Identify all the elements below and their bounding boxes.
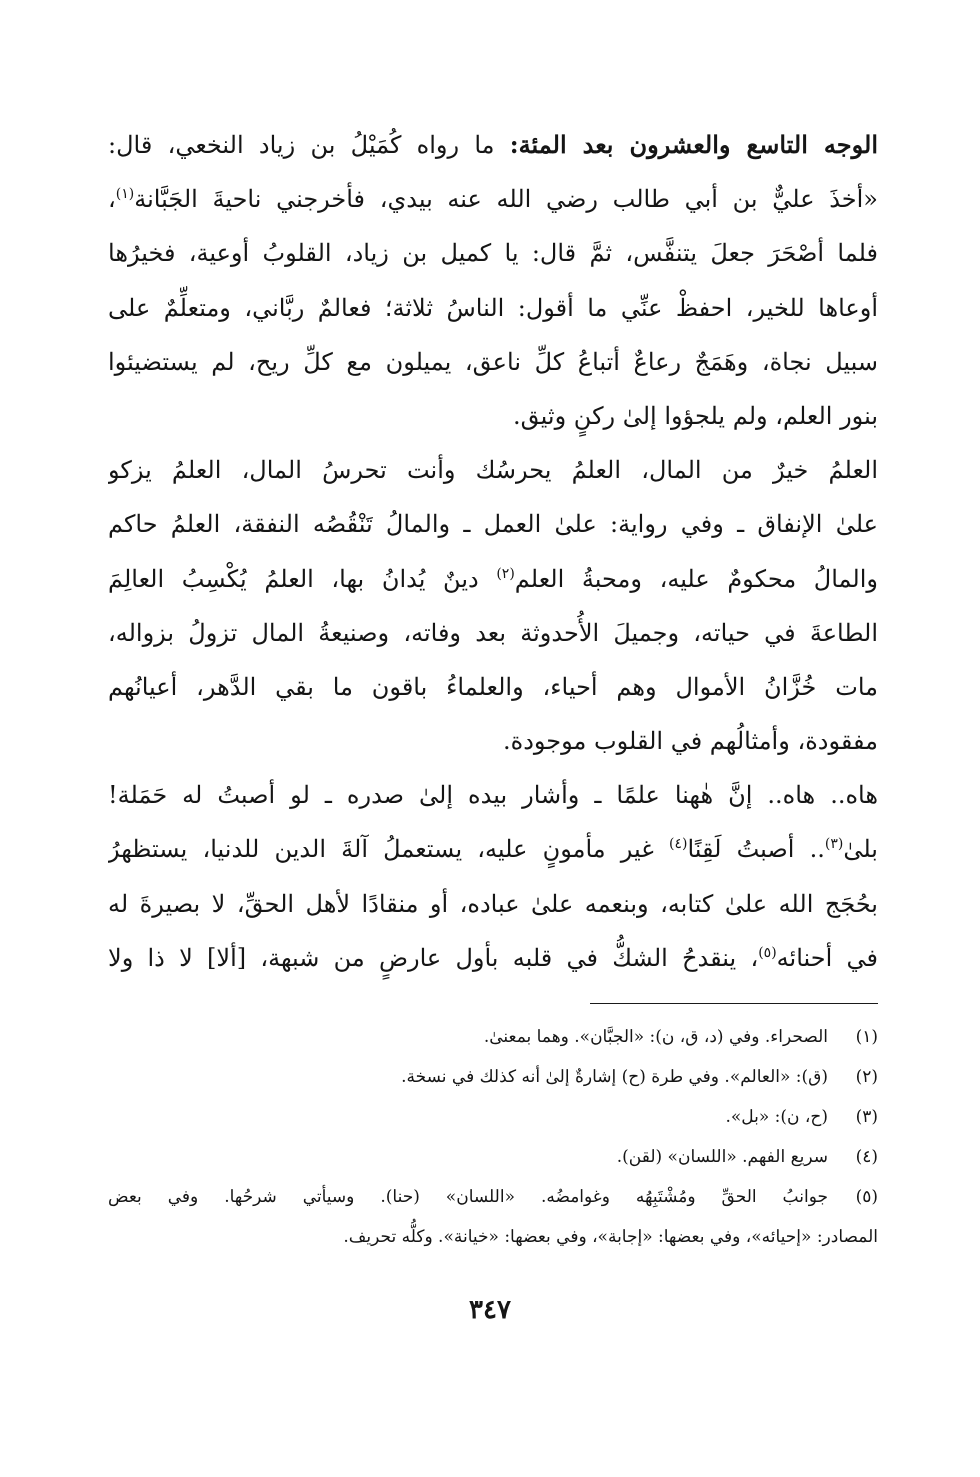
footnote-4 [108, 1137, 878, 1177]
text-line-15: بحُجَج الله علىٰ كتابه، وبنعمه علىٰ عباده، أو منقادًا لأهل الحقِّ، لا بصيرةَ له [108, 889, 878, 918]
footnote-number: (٤) [855, 1147, 878, 1167]
footnote-text: (ح، ن): «بل». [725, 1107, 828, 1127]
text-line-1: الوجه التاسع والعشرون بعد المئة: ما رواه كُمَيْلُ بن زياد النخعي، قال: [108, 130, 878, 159]
page-number: ٣٤٧ [469, 1295, 511, 1325]
footnote-number: (٣) [855, 1107, 878, 1127]
footnote-text: جوانبُ الحقِّ ومُشْتَبِهُه وغوامضُه. «اللسان» (حنا). وسيأتي شرحُها. وفي بعض [108, 1187, 828, 1207]
footnote-ref-5[interactable]: (٥) [758, 944, 777, 961]
footnote-ref-4[interactable]: (٤) [668, 836, 688, 853]
text-line-12: مفقودة، وأمثالُهم في القلوب موجودة. [503, 727, 878, 756]
footnote-3 [108, 1097, 878, 1137]
footnote-1 [108, 1017, 878, 1057]
text-line-14: بلىٰ$^{(٣)}$.. أصبتُ لَقِنًا$^{(٤)}$ غير مأمونٍ عليه، يستعملُ آلةَ الدين للدنيا، يستظهرُ [108, 835, 878, 864]
text-line-8: علىٰ الإنفاق ـ وفي رواية: علىٰ العمل ـ والمالُ تَنْقُصُه النفقة، العلمُ حاكم [108, 510, 878, 539]
footnote-ref-2[interactable]: (٢) [496, 565, 515, 582]
footnote-5-continuation: المصادر: «إحيائه»، وفي بعضها: «إجابة»، وفي بعضها: «خيانة». وكلُّه تحريف. [343, 1227, 878, 1247]
footnote-number: (١) [855, 1027, 878, 1047]
footnote-text: (ق): «العالم». وفي طرة (ح) إشارةٌ إلىٰ أنه كذلك في نسخة. [401, 1067, 828, 1087]
text-line-9: والمالُ محكومٌ عليه، ومحبةُ العلم$^{(٢)}$ دينٌ يُدانُ بها، العلمُ يُكْسِبُ العالِمَ [108, 564, 878, 593]
main-text [108, 118, 878, 985]
text-line-11: مات خُزَّانُ الأموال وهم أحياء، والعلماءُ باقون ما بقي الدَّهر، أعيانُهم [108, 672, 878, 701]
text-line-3: فلما أصْحَرَ جعلَ يتنفَّس، ثمَّ قال: يا كميل بن زياد، القلوبُ أوعية، فخيرُها [108, 239, 878, 268]
text-line-5: سبيل نجاة، وهَمَجٌ رعاعٌ أتباعُ كلِّ ناعق، يميلون مع كلِّ ريح، لم يستضيئوا [108, 347, 878, 376]
footnote-5 [108, 1177, 878, 1217]
text-line-6: بنور العلم، ولم يلجؤوا إلىٰ ركنٍ وثيق. [513, 401, 878, 430]
section-heading: الوجه التاسع والعشرون بعد المئة: [509, 130, 878, 159]
text-line-10: الطاعةَ في حياته، وجميلَ الأُحدوثة بعد وفاته، وصنيعةُ المال تزولُ بزواله، [108, 618, 878, 647]
text-line-13: هاه.. هاه.. إنَّ هٰهنا علمًا ـ وأشار بيده إلىٰ صدره ـ لو أصبتُ له حَمَلة! [108, 781, 878, 810]
footnote-number: (٢) [855, 1067, 878, 1087]
text-line-16: في أحنائه$^{(٥)}$، ينقدحُ الشكُّ في قلبه بأول عارضٍ من شبهة، [ألا] لا ذا ولا [108, 943, 878, 972]
footnote-text: الصحراء. وفي (د، ق، ن): «الجبَّان». وهما بمعنىٰ. [483, 1027, 828, 1047]
footnote-number: (٥) [855, 1187, 878, 1207]
footnotes [108, 1017, 878, 1257]
footnote-divider [590, 1003, 878, 1004]
text-line-4: أوعاها للخير، احفظْ عنِّي ما أقول: الناسُ ثلاثة؛ فعالمٌ ربَّاني، ومتعلِّمٌ على [108, 293, 878, 322]
footnote-2 [108, 1057, 878, 1097]
text-line-2: «أخذَ عليٌّ بن أبي طالب رضي الله عنه بيدي، فأخرجني ناحيةَ الجَبَّانة$^{(١)}$، [108, 185, 878, 214]
footnote-ref-3[interactable]: (٣) [824, 836, 844, 853]
text-line-7: العلمُ خيرٌ من المال، العلمُ يحرسُك وأنت تحرسُ المال، العلمُ يزكو [108, 456, 878, 485]
footnote-text: سريع الفهم. «اللسان» (لقن). [616, 1147, 828, 1167]
footnote-ref-1[interactable]: (١) [115, 186, 135, 203]
